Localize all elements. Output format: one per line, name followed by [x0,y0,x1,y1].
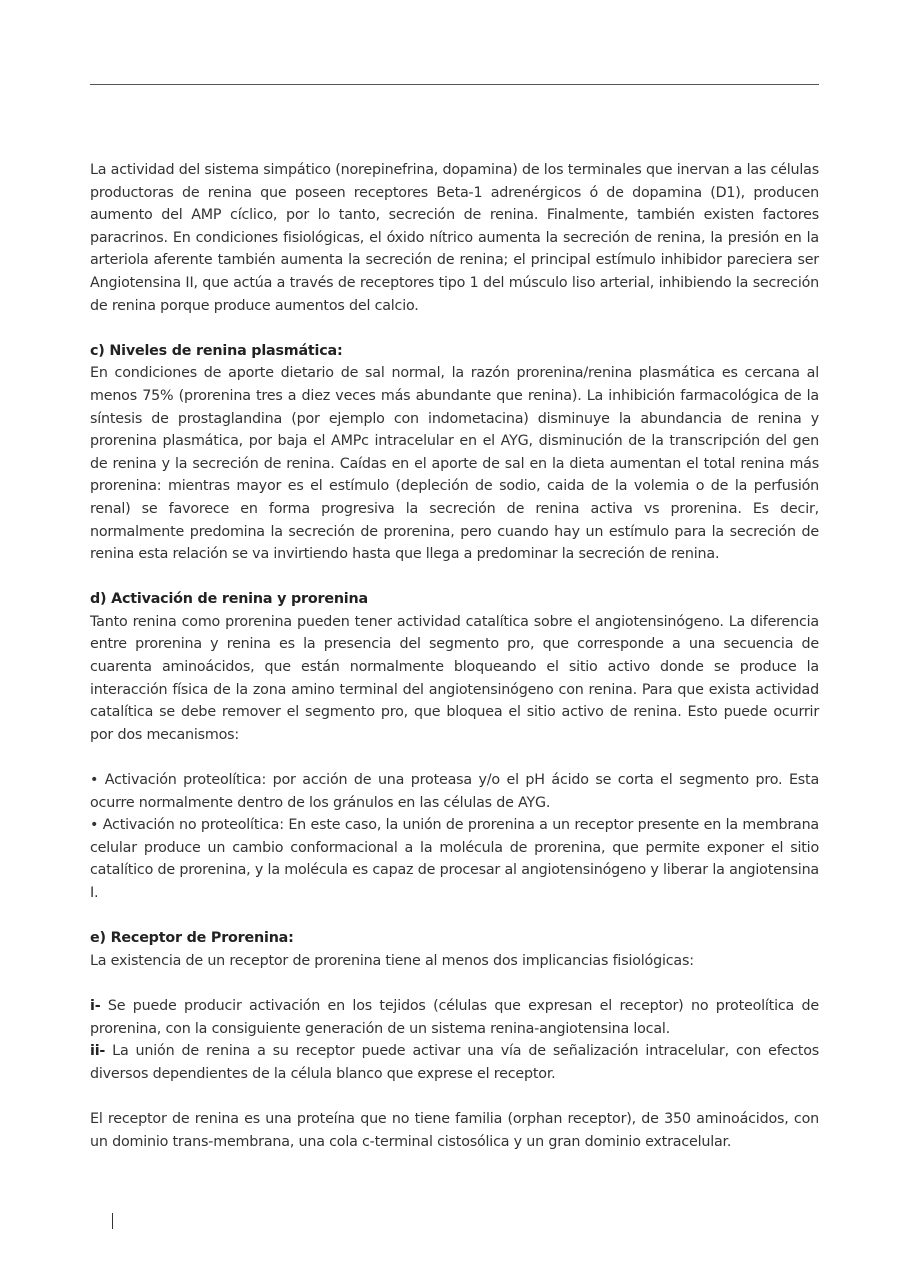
paragraph-section-e-intro: La existencia de un receptor de prorenina tiene al menos dos implicancias fisiológicas: [90,952,694,969]
list-item-ii-text: La unión de renina a su receptor puede activar una vía de señalización intracelular, con efectos diversos dependientes de la célula blanco que exprese el receptor. [90,1043,819,1082]
list-item-ii [90,1040,819,1085]
document-body [90,159,819,1153]
bullet-non-proteolytic-activation: • Activación no proteolítica: En este caso, la unión de prorenina a un receptor presente en la membrana celular produce un cambio conformacional a la molécula de prorenina, que permite exponer el sitio catalítico de prorenina, y la molécula es capaz de procesar al angiotensinógeno y liberar la angiotensina I. [90,817,819,901]
paragraph-sympathetic: La actividad del sistema simpático (norepinefrina, dopamina) de los terminales que inervan a las células productoras de renina que poseen receptores Beta-1 adrenérgicos ó de dopamina (D1), producen aumento del AMP cíclico, por lo tanto, secreción de renina. Finalmente, también existen factores paracrinos. En condiciones fisiológicas, el óxido nítrico aumenta la secreción de renina, la presión en la arteriola aferente también aumenta la secreción de renina; el principal estímulo inhibidor pareciera ser Angiotensina II, que actúa a través de receptores tipo 1 del músculo liso arterial, inhibiendo la secreción de renina porque produce aumentos del calcio. [90,162,819,314]
paragraph-section-c: En condiciones de aporte dietario de sal normal, la razón prorenina/renina plasmática es cercana al menos 75% (prorenina tres a diez veces más abundante que renina). La inhibición farmacológica de la síntesis de prostaglandina (por ejemplo con indometacina) disminuye la abundancia de renina y prorenina plasmática, por baja el AMPc intracelular en el AYG, disminución de la transcripción del gen de renina y la secreción de renina. Caídas en el aporte de sal en la dieta aumentan el total renina más prorenina: mientras mayor es el estímulo (depleción de sodio, caida de la volemia o de la perfusión renal) se favorece en forma progresiva la secreción de renina activa vs prorenina. Es decir, normalmente predomina la secreción de prorenina, pero cuando hay un estímulo para la secreción de renina esta relación se va invirtiendo hasta que llega a predominar la secreción de renina. [90,365,819,563]
heading-section-c: c) Niveles de renina plasmática: [90,342,343,359]
list-item-i-text: Se puede producir activación en los tejidos (células que expresan el receptor) no proteolítica de prorenina, con la consiguiente generación de un sistema renina-angiotensina local. [90,997,819,1037]
heading-section-e: e) Receptor de Prorenina: [90,930,294,947]
paragraph-section-d: Tanto renina como prorenina pueden tener actividad catalítica sobre el angiotensinógeno. La diferencia entre prorenina y renina es la presencia del segmento pro, que corresponde a una secuencia de cuarenta aminoácidos, que están normalmente bloqueando el sitio activo donde se produce la interacción física de la zona amino terminal del angiotensinógeno con renina. Para que exista actividad catalítica se debe remover el segmento pro, que bloquea el sitio activo de renina. Esto puede ocurrir por dos mecanismos: [90,613,819,743]
bullet-proteolytic-activation: • Activación proteolítica: por acción de una proteasa y/o el pH ácido se corta el segmento pro. Esta ocurre normalmente dentro de los gránulos en las células de AYG. [90,772,819,811]
header-rule [90,84,819,85]
page-number-marker [112,1213,113,1229]
list-item-ii-label: ii- [90,1043,106,1060]
paragraph-receptor-description: El receptor de renina es una proteína que no tiene familia (orphan receptor), de 350 aminoácidos, con un dominio trans-membrana, una cola c-terminal cistosólica y un gran dominio extracelular. [90,1110,819,1150]
heading-section-d: d) Activación de renina y prorenina [90,591,368,608]
list-item-i [90,995,819,1040]
list-item-i-label: i- [90,997,101,1014]
